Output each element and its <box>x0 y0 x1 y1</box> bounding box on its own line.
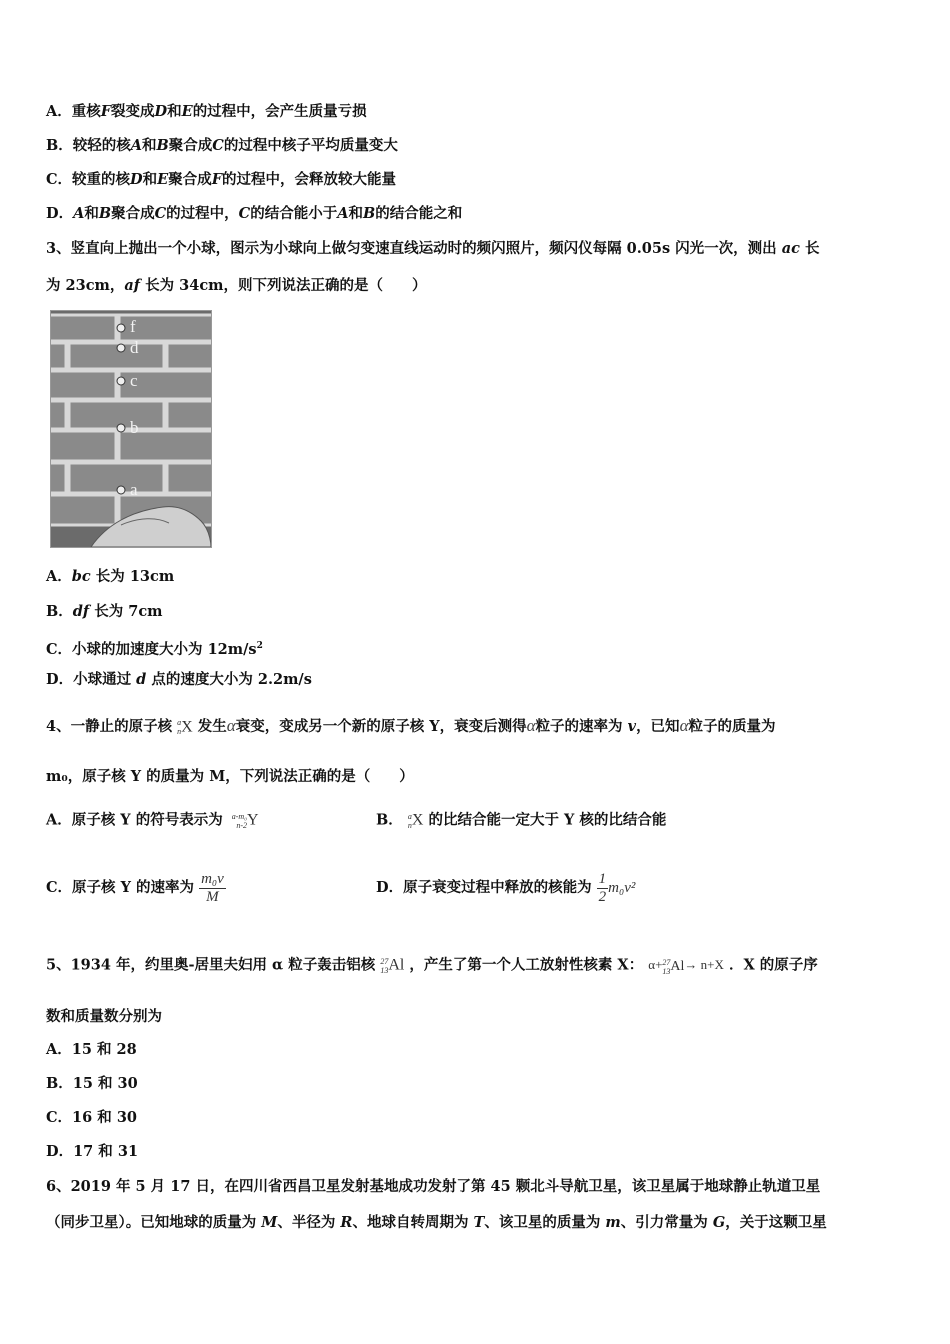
option-text: 和 <box>167 103 182 120</box>
stem-text: 5、1934 年，约里奥-居里夫妇用 α 粒子轰击铝核 <box>46 956 376 974</box>
q5-stem-line2 <box>46 1007 162 1027</box>
var: D <box>130 171 143 188</box>
mass-number: 27 <box>380 956 389 966</box>
option-text: 和 <box>348 205 363 222</box>
fraction-one-half <box>597 871 609 906</box>
option-text: 的过程中，会释放较大能量 <box>221 171 396 188</box>
var: C <box>212 137 224 154</box>
q4-option-a <box>46 810 259 831</box>
option-text: 长为 7cm <box>89 603 163 620</box>
alpha-symbol: α <box>226 716 236 735</box>
nuclide-x <box>177 717 193 738</box>
q2-option-a <box>46 102 367 122</box>
stem-text: 、半径为 <box>277 1214 341 1231</box>
alpha-symbol: α <box>526 716 536 735</box>
element-symbol: X <box>181 718 193 736</box>
q5-option-b: B．15 和 30 <box>46 1075 138 1092</box>
ball-label-f: f <box>130 317 136 336</box>
stem-text: ，已知 <box>636 718 680 735</box>
option-text: B．较轻的核 <box>46 137 131 154</box>
option-text: A．重核 <box>46 103 101 120</box>
option-text: D．小球通过 <box>46 671 137 688</box>
var: A <box>130 137 143 154</box>
q3-stem-line1 <box>46 239 820 259</box>
var: T <box>473 1214 485 1231</box>
option-text: 的结合能小于 <box>250 205 338 222</box>
atomic-number: 13 <box>380 965 389 975</box>
stem-text: 粒子的速率为 <box>535 718 628 735</box>
atomic-number: n-2 <box>236 820 247 830</box>
option-text: 的过程中核子平均质量变大 <box>223 137 398 154</box>
nuclide-al <box>662 956 684 977</box>
var: E <box>181 103 193 120</box>
option-text: D． <box>46 205 74 222</box>
denominator: 2 <box>598 888 607 905</box>
ball-label-b: b <box>130 418 139 437</box>
equation-part: → n+X <box>684 957 724 973</box>
q5-stem-line1 <box>46 955 818 977</box>
q5-option-a: A．15 和 28 <box>46 1041 137 1058</box>
q4-stem-line2 <box>46 767 414 787</box>
option-text: A．原子核 Y 的符号表示为 <box>46 811 223 829</box>
option-text: 聚合成 <box>168 137 213 154</box>
mass-number: a-m₀ <box>231 811 247 821</box>
var: v <box>627 718 637 735</box>
q5-option-c: C．16 和 30 <box>46 1109 137 1126</box>
energy-expression: m₀v² <box>608 880 636 896</box>
strobe-photo <box>50 310 212 548</box>
element-symbol: Al <box>670 958 685 974</box>
q5-option-d: D．17 和 31 <box>46 1143 139 1160</box>
q4-option-d <box>376 868 635 908</box>
option-text: 的比结合能一定大于 Y 核的比结合能 <box>428 811 667 829</box>
stem-text: 、地球自转周期为 <box>352 1214 474 1231</box>
option-text: 点的速度大小为 2.2m/s <box>146 671 312 688</box>
option-text: 和 <box>142 171 158 188</box>
q3-option-a <box>46 567 174 587</box>
option-text: C．原子核 Y 的速率为 <box>46 879 194 896</box>
stem-text: 长为 34cm，则下列说法正确的是（ ） <box>140 277 427 294</box>
var: ac <box>781 240 800 257</box>
element-symbol: X <box>411 811 424 829</box>
var: M <box>261 1214 278 1231</box>
nuclide-x <box>408 810 424 831</box>
option-text: 和 <box>84 205 99 222</box>
nuclide-al <box>380 955 404 976</box>
q3-option-b <box>46 602 163 622</box>
stem-text: 3、竖直向上抛出一个小球，图示为小球向上做匀变速直线运动时的频闪照片，频闪仪每隔 0.05s 闪光一次，测出 <box>46 240 782 257</box>
stem-text: ，关于这颗卫星 <box>725 1214 827 1231</box>
option-text: C．小球的加速度大小为 12m/s <box>46 640 257 658</box>
stem-text: 、该卫星的质量为 <box>484 1214 606 1231</box>
var: m <box>605 1214 621 1231</box>
q3-option-c <box>46 636 263 660</box>
option-text: 聚合成 <box>111 205 155 222</box>
stem-text: 数和质量数分别为 <box>46 1008 162 1025</box>
stem-text: ．X 的原子序 <box>728 956 818 974</box>
stem-text: 、引力常量为 <box>620 1214 713 1231</box>
stem-text: ，产生了第一个人工放射性核素 X： <box>409 956 644 974</box>
var: df <box>72 603 90 620</box>
atomic-number: n <box>177 727 182 737</box>
stem-text: 4、一静止的原子核 <box>46 718 173 735</box>
option-text: 聚合成 <box>168 171 212 188</box>
superscript: 2 <box>256 641 263 651</box>
var: B <box>156 137 169 154</box>
stem-text: m₀，原子核 Y 的质量为 M，下列说法正确的是（ ） <box>46 768 414 785</box>
q2-option-d <box>46 204 462 224</box>
option-text: C．较重的核 <box>46 171 131 188</box>
numerator: m₀v <box>201 870 224 887</box>
alpha-symbol: α <box>679 716 689 735</box>
var: R <box>340 1214 353 1231</box>
var: F <box>211 171 222 188</box>
option-text: B． <box>376 811 403 829</box>
brick-wall-image <box>51 311 211 547</box>
nuclear-equation <box>648 957 724 976</box>
q3-stem-line2 <box>46 276 427 296</box>
q6-stem-line2 <box>46 1213 827 1233</box>
var: C <box>238 205 251 222</box>
option-text: 和 <box>142 137 157 154</box>
var: A <box>73 205 85 222</box>
stem-text: 发生 <box>197 718 227 735</box>
var: d <box>136 671 147 688</box>
ball-label-c: c <box>130 371 138 390</box>
atomic-number: n <box>407 820 412 830</box>
q2-option-c <box>46 170 396 190</box>
var: C <box>154 205 167 222</box>
option-text: 长为 13cm <box>90 568 175 585</box>
option-text: B． <box>46 603 73 620</box>
option-text: D．原子衰变过程中释放的核能为 <box>376 879 592 896</box>
stem-text: （同步卫星）。已知地球的质量为 <box>46 1214 262 1231</box>
var: F <box>100 103 112 120</box>
option-text: 裂变成 <box>111 103 155 120</box>
option-text: 的结合能之和 <box>375 205 463 222</box>
q4-stem-line1 <box>46 716 776 737</box>
mass-number: a <box>407 811 412 821</box>
mass-number: 27 <box>662 957 671 967</box>
ball-label-a: a <box>130 480 138 499</box>
q4-option-b <box>376 810 666 831</box>
var: G <box>712 1214 726 1231</box>
q4-option-c <box>46 868 226 908</box>
q3-option-d <box>46 670 312 690</box>
option-text: 的过程中，会产生质量亏损 <box>192 103 367 120</box>
stem-text: 长 <box>799 240 820 257</box>
var: B <box>362 205 376 222</box>
stem-text: 粒子的质量为 <box>688 718 776 735</box>
var: A <box>337 205 349 222</box>
nuclide-y <box>232 810 259 831</box>
numerator: 1 <box>598 870 607 887</box>
q6-stem-line1: 6、2019 年 5 月 17 日，在四川省西昌卫星发射基地成功发射了第 45 颗北斗导航卫星，该卫星属于地球静止轨道卫星 <box>46 1178 821 1195</box>
mass-number: a <box>177 718 182 728</box>
fraction-m0v-over-m <box>199 871 226 906</box>
denominator: M <box>206 888 219 905</box>
atomic-number: 13 <box>662 966 671 976</box>
element-symbol: Al <box>388 956 405 974</box>
stem-text: 为 23cm， <box>46 277 125 294</box>
element-symbol: Y <box>247 811 259 829</box>
option-text: 的过程中， <box>166 205 239 222</box>
stem-text: 衰变，变成另一个新的原子核 Y，衰变后测得 <box>235 718 527 735</box>
var: D <box>154 103 168 120</box>
equation-part: α+ <box>648 957 663 973</box>
option-text: A． <box>46 568 72 585</box>
ball-label-d: d <box>130 338 139 357</box>
var: E <box>157 171 169 188</box>
var: af <box>124 277 141 294</box>
var: B <box>98 205 112 222</box>
var: bc <box>71 568 91 585</box>
q2-option-b <box>46 136 398 156</box>
